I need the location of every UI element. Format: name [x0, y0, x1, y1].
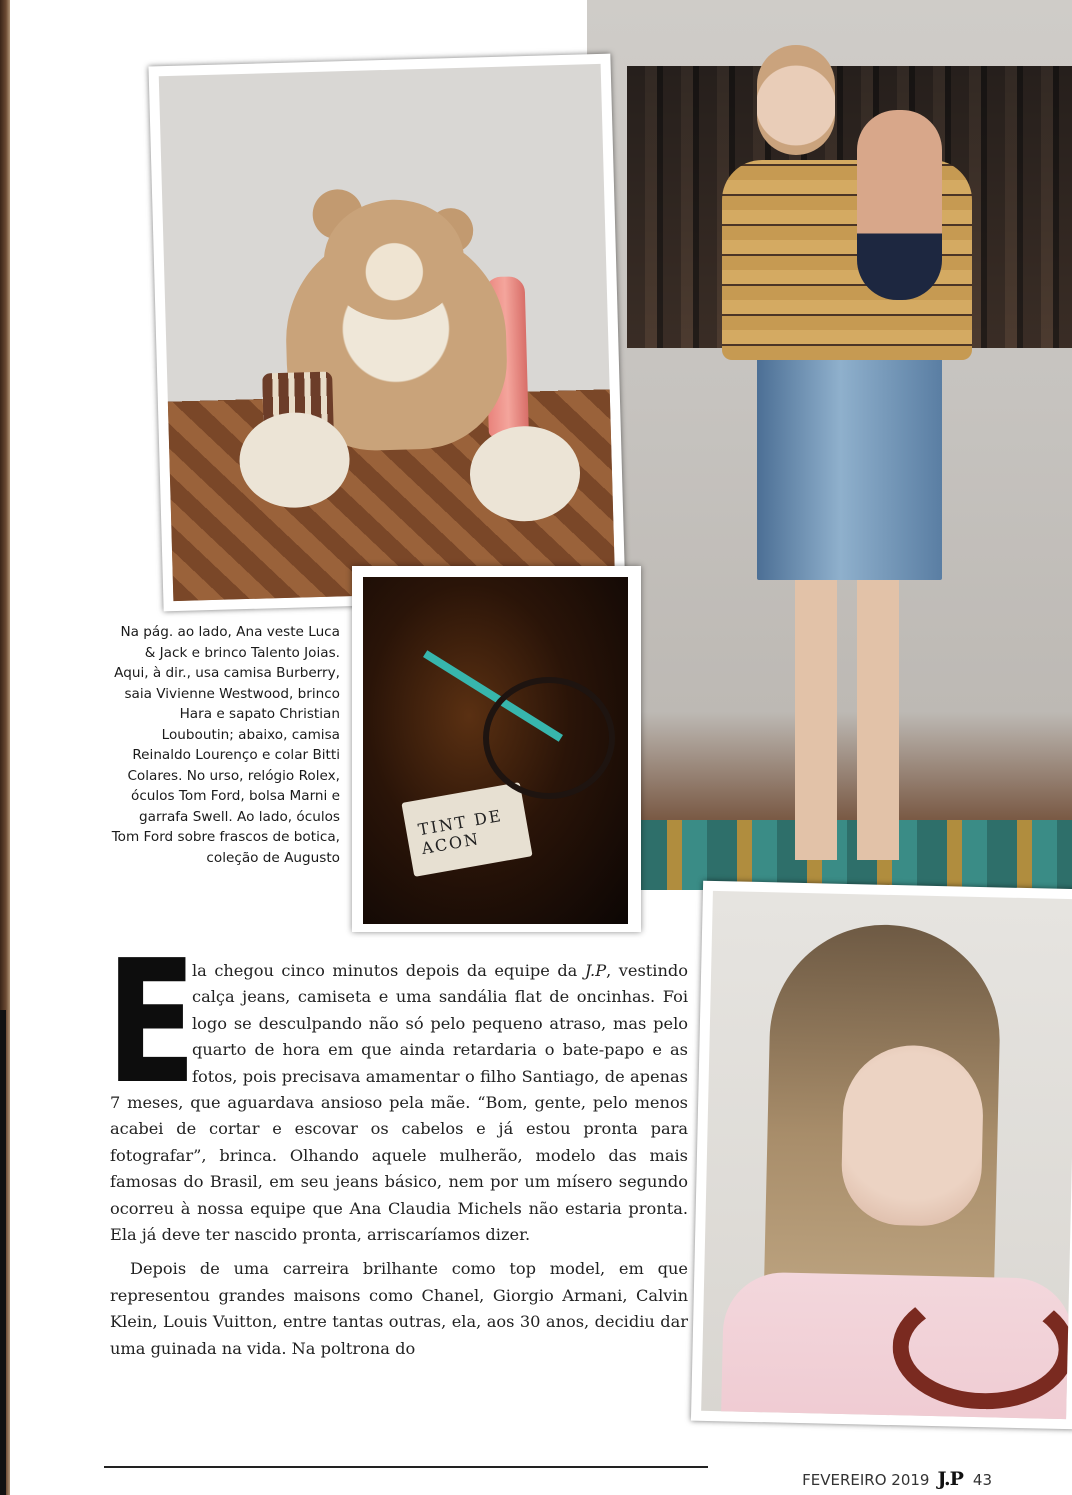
bottle-label-text: TINT DE ACON [416, 805, 504, 859]
article-paragraph: Depois de uma carreira brilhante como top model, em que representou grandes maisons como Chanel, Giorgio Armani, Calvin Klein, Louis Vuitton, entre tantas outras, ela, aos 30 anos, decidiu dar uma guinada na vida. Na poltrona do [110, 1259, 688, 1358]
photo-model-legs [787, 580, 907, 860]
portrait-face [840, 1044, 984, 1227]
page-number: 43 [972, 1471, 992, 1489]
bottle-label [401, 782, 532, 877]
bottles-photo-image [363, 577, 628, 924]
portrait-photo [691, 881, 1072, 1430]
photo-denim-skirt [757, 345, 942, 580]
drop-cap: E [106, 924, 197, 1122]
fashion-photo-burberry [587, 0, 1072, 890]
magazine-logo: J.P [937, 1468, 963, 1490]
page-spine-edge-dark [0, 1010, 6, 1495]
publication-name: J.P [584, 961, 607, 980]
teddy-bear-photo [148, 54, 625, 612]
glasses-frame [483, 677, 615, 799]
paragraph-text: la chegou cinco minutos depois da equipe da [192, 961, 585, 980]
portrait-photo-image [701, 891, 1072, 1419]
article-paragraph [106, 924, 688, 1248]
glasses-on-bottles-photo [352, 566, 641, 932]
photo-model-head [757, 45, 835, 155]
teddy-photo-image [159, 64, 615, 601]
photo-caption: Na pág. ao lado, Ana veste Luca & Jack e brinco Talento Joias. Aqui, à dir., usa camisa Burberry, saia Vivienne Westwood, brinco Hara e sapato Christian Louboutin; abaixo, camisa Reinaldo Lourenço e colar Bitti Colares. No urso, relógio Rolex, óculos Tom Ford, bolsa Marni e garrafa Swell. Ao lado, óculos Tom Ford sobre frascos de botica, coleção de Augusto [111, 624, 340, 866]
paragraph-text: , vestindo calça jeans, camiseta e uma sandália flat de oncinhas. Foi logo se desculpando não só pelo pequeno atraso, mas pelo quarto de hora em que ainda retardaria o bate-papo e as fotos, pois precisava amamentar o filho Santiago, de apenas 7 meses, que aguardava ansioso pela mãe. “Bom, gente, pelo menos acabei de cortar e escovar os cabelos e já estou pronta para fotografar”, brinca. Olhando aquele mulherão, modelo das mais famosas do Brasil, em seu jeans básico, nem por um mísero segundo ocorreu à nossa equipe que Ana Claudia Michels não estaria pronta. Ela já deve ter nascido pronta, arriscaríamos dizer. [110, 961, 688, 1245]
footer-rule [104, 1466, 708, 1468]
issue-date: FEVEREIRO 2019 [802, 1471, 930, 1489]
page-footer [802, 1465, 992, 1493]
article-body [106, 924, 688, 1362]
photo-baby [857, 110, 942, 300]
